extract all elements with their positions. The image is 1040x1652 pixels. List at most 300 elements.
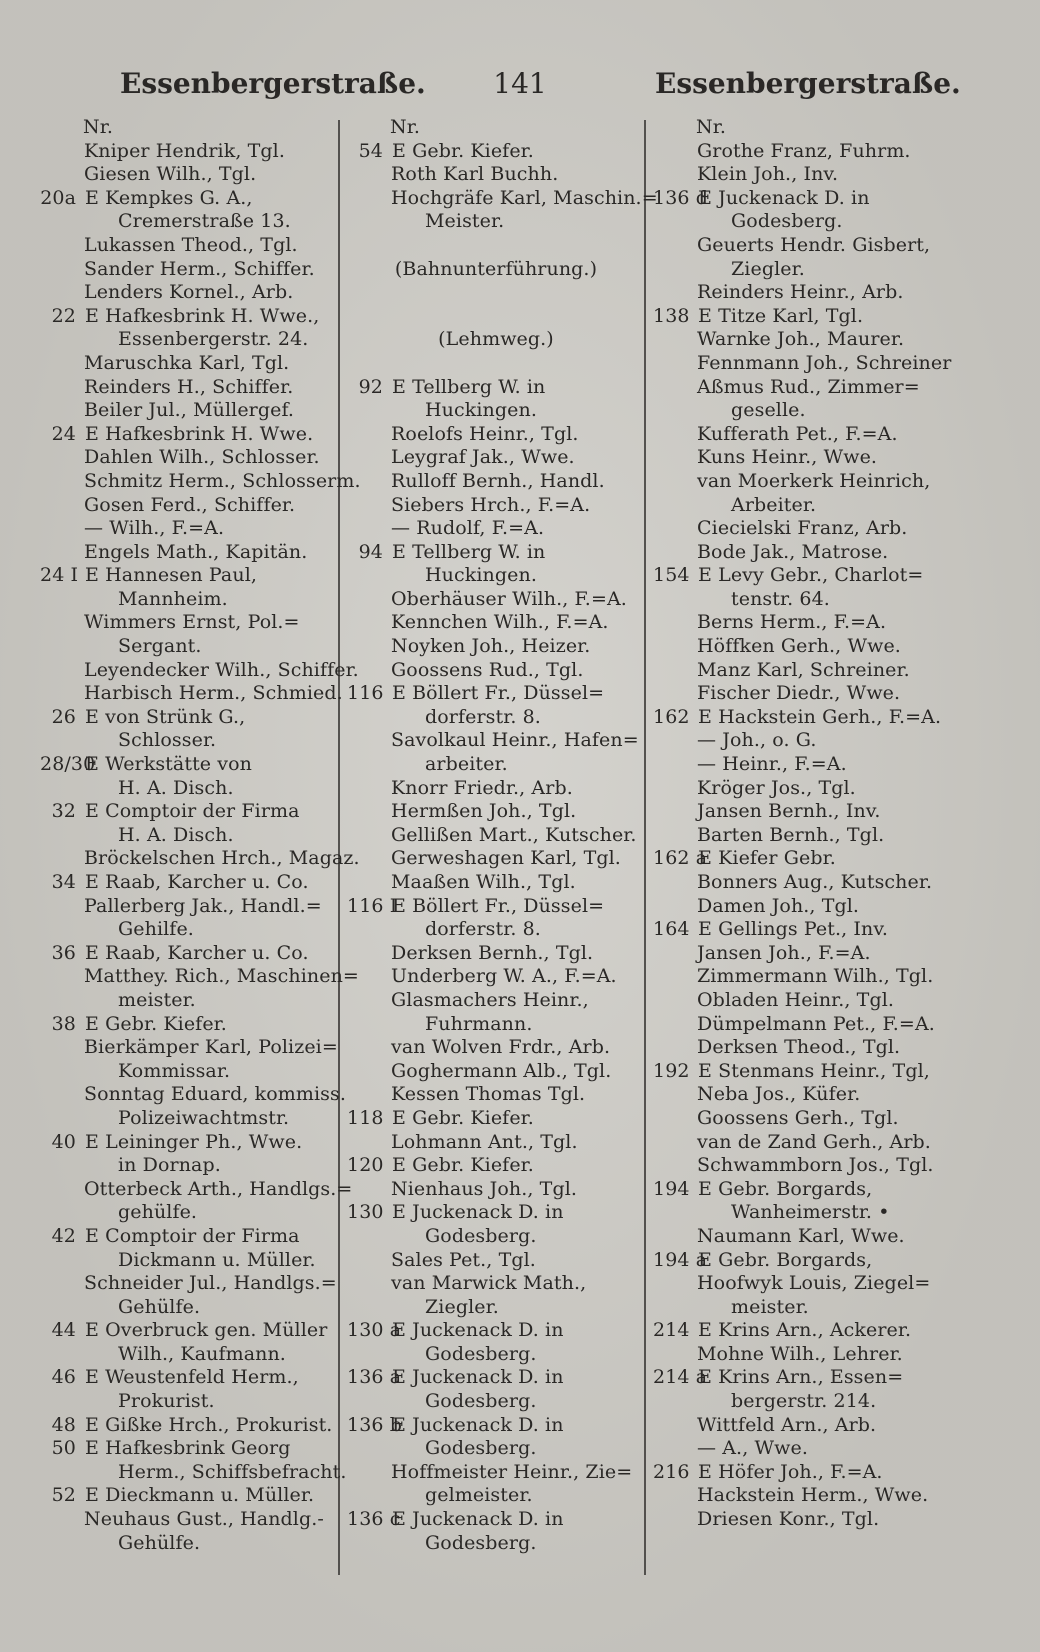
directory-line [653, 163, 948, 187]
directory-entry-text: E Leininger Ph., Wwe. [85, 1130, 303, 1153]
directory-entry-text: E Kiefer Gebr. [698, 847, 836, 870]
directory-line [40, 800, 340, 824]
house-number: 130 a [347, 1319, 402, 1342]
directory-entry-text: Ciecielski Franz, Arb. [697, 517, 908, 540]
directory-entry-text: Neuhaus Gust., Handlg.- [84, 1508, 324, 1531]
directory-line [653, 871, 948, 895]
directory-line [40, 1414, 340, 1438]
directory-entry-text: E Juckenack D. in [392, 1366, 564, 1389]
directory-line [40, 871, 340, 895]
directory-entry-text: Oberhäuser Wilh., F.=A. [391, 587, 627, 610]
directory-line [653, 611, 948, 635]
directory-entry-text: — Heinr., F.=A. [697, 753, 847, 776]
directory-line [653, 847, 948, 871]
directory-line [347, 1532, 645, 1556]
directory-line [347, 588, 645, 612]
directory-column-2 [347, 116, 658, 1555]
directory-entry-text: E Gebr. Borgards, [698, 1177, 873, 1200]
directory-entry-text: E Hafkesbrink H. Wwe., [85, 304, 320, 327]
directory-line [347, 234, 645, 258]
directory-line [653, 258, 948, 282]
directory-entry-text: van de Zand Gerh., Arb. [697, 1130, 931, 1153]
directory-line [347, 564, 645, 588]
directory-line [40, 1083, 347, 1107]
directory-entry-text: Harbisch Herm., Schmied. [84, 682, 343, 705]
directory-entry-text: E Juckenack D. in [698, 186, 870, 209]
directory-entry-text: bergerstr. 214. [731, 1390, 877, 1413]
directory-entry-text: Bröckelschen Hrch., Magaz. [84, 847, 360, 870]
house-number: 194 [653, 1177, 690, 1200]
directory-entry-text: Lohmann Ant., Tgl. [391, 1130, 578, 1153]
directory-line [653, 1107, 948, 1131]
directory-entry-text: van Moerkerk Heinrich, [697, 469, 931, 492]
directory-entry-text: Kniper Hendrik, Tgl. [84, 139, 285, 162]
directory-line [653, 777, 948, 801]
number-label: Nr. [390, 116, 420, 138]
house-number: 164 [653, 918, 690, 941]
directory-entry-text: E Tellberg W. in [392, 540, 546, 563]
directory-line [653, 1083, 948, 1107]
directory-line [653, 753, 948, 777]
directory-entry-text: — Rudolf, F.=A. [391, 517, 545, 540]
directory-line [347, 942, 645, 966]
house-number: 118 [347, 1106, 384, 1129]
directory-entry-text: Huckingen. [425, 399, 537, 422]
page-number: 141 [493, 67, 547, 100]
directory-line [40, 1177, 353, 1202]
directory-entry-text: Godesberg. [425, 1390, 537, 1413]
house-number: 162 [653, 705, 690, 728]
directory-line [40, 541, 340, 565]
directory-line [40, 1013, 340, 1037]
directory-line [653, 1272, 948, 1296]
directory-line [40, 281, 340, 305]
directory-entry-text: Ziegler. [731, 257, 805, 280]
house-number: 46 [51, 1366, 76, 1389]
directory-line [347, 1414, 645, 1438]
directory-line [347, 470, 645, 494]
directory-entry-text: Hackstein Herm., Wwe. [697, 1484, 929, 1507]
directory-line [40, 1272, 340, 1296]
directory-line [347, 918, 645, 942]
directory-line [653, 470, 948, 494]
directory-line [40, 210, 340, 234]
directory-line [40, 305, 340, 329]
directory-line [40, 895, 340, 919]
directory-line [347, 281, 645, 305]
house-number: 130 [347, 1201, 384, 1224]
house-number: 42 [51, 1224, 76, 1247]
directory-line [40, 1296, 340, 1320]
directory-entry-text: Sander Herm., Schiffer. [84, 257, 315, 280]
directory-entry-text: meister. [731, 1295, 809, 1318]
directory-line [347, 1390, 645, 1414]
directory-entry-text: E Krins Arn., Ackerer. [698, 1319, 912, 1342]
directory-line [347, 541, 645, 565]
directory-entry-text: E Gebr. Kiefer. [392, 1154, 534, 1177]
directory-line [653, 1249, 948, 1273]
directory-entry-text: Driesen Konr., Tgl. [697, 1508, 880, 1531]
directory-entry-text: E Juckenack D. in [392, 1201, 564, 1224]
directory-line [40, 446, 340, 470]
directory-line [653, 965, 948, 989]
directory-line [653, 1013, 948, 1037]
house-number: 116 I [347, 894, 398, 917]
directory-line [40, 494, 340, 518]
directory-line [653, 824, 948, 848]
directory-line [653, 1296, 948, 1320]
directory-line [653, 1131, 948, 1155]
directory-entry-text: Hermßen Joh., Tgl. [391, 800, 577, 823]
directory-entry-text: E Raab, Karcher u. Co. [85, 871, 309, 893]
house-number: 48 [51, 1413, 76, 1436]
directory-line [347, 258, 645, 282]
house-number: 136 c [347, 1508, 401, 1531]
directory-entry-text: Schwammborn Jos., Tgl. [697, 1154, 934, 1177]
directory-line [653, 918, 948, 942]
running-head-left: Essenbergerstraße. [120, 67, 426, 100]
directory-entry-text: Bode Jak., Matrose. [697, 540, 889, 563]
directory-entry-text: Siebers Hrch., F.=A. [391, 493, 591, 516]
directory-line [653, 1390, 948, 1414]
directory-line [653, 423, 948, 447]
directory-entry-text: Godesberg. [425, 1437, 537, 1460]
section-marker: (Lehmweg.) [438, 328, 554, 351]
house-number: 214 a [653, 1366, 708, 1389]
directory-entry-text: Geuerts Hendr. Gisbert, [697, 233, 931, 256]
directory-entry-text: Fischer Diedr., Wwe. [697, 682, 901, 705]
number-label: Nr. [696, 116, 726, 138]
directory-entry-text: Nienhaus Joh., Tgl. [391, 1177, 578, 1200]
directory-column-1 [40, 116, 361, 1555]
directory-line [347, 1225, 645, 1249]
directory-line [347, 965, 645, 989]
directory-line [40, 140, 340, 164]
house-number: 136 d [653, 186, 708, 209]
directory-entry-text: Huckingen. [425, 564, 537, 587]
directory-entry-text: Sonntag Eduard, kommiss. [84, 1083, 347, 1106]
directory-line [347, 1461, 645, 1485]
directory-line [653, 635, 948, 659]
directory-entry-text: Bonners Aug., Kutscher. [697, 871, 933, 893]
directory-entry-text: Beiler Jul., Müllergef. [84, 399, 295, 422]
directory-line [347, 163, 645, 187]
directory-entry-text: E Comptoir der Firma [85, 800, 300, 823]
directory-entry-text: — Wilh., F.=A. [84, 517, 225, 540]
directory-line [347, 1484, 645, 1508]
directory-line [347, 1366, 645, 1390]
directory-line [347, 1249, 645, 1273]
directory-entry-text: Kessen Thomas Tgl. [391, 1083, 586, 1106]
directory-line [653, 1319, 948, 1343]
directory-line [40, 777, 340, 801]
directory-line [40, 635, 340, 659]
directory-entry-text: E Gebr. Kiefer. [392, 1106, 534, 1129]
directory-line [653, 1414, 948, 1438]
directory-entry-text: dorferstr. 8. [425, 918, 541, 941]
directory-entry-text: E Kempkes G. A., [85, 186, 253, 209]
directory-line [653, 234, 948, 258]
directory-entry-text: Sergant. [118, 635, 202, 658]
directory-entry-text: Engels Math., Kapitän. [84, 540, 308, 563]
directory-line [40, 1131, 340, 1155]
directory-entry-text: E Weustenfeld Herm., [85, 1366, 299, 1389]
house-number: 154 [653, 564, 690, 587]
column-number-heading [653, 116, 948, 140]
directory-line [653, 446, 948, 470]
directory-line [347, 1272, 645, 1296]
directory-entry-text: Jansen Bernh., Inv. [697, 800, 881, 823]
directory-line [347, 328, 645, 352]
column-number-heading [347, 116, 645, 140]
directory-entry-text: E Gebr. Borgards, [698, 1248, 873, 1271]
directory-line [347, 635, 645, 659]
directory-line [40, 1390, 340, 1414]
directory-line [347, 1131, 645, 1155]
directory-line [653, 305, 948, 329]
directory-line [40, 1484, 340, 1508]
directory-entry-text: Wittfeld Arn., Arb. [697, 1413, 877, 1436]
directory-line [347, 847, 645, 871]
directory-line [653, 895, 948, 919]
directory-line [653, 187, 948, 211]
directory-entry-text: Gehilfe. [118, 918, 194, 941]
directory-entry-text: E Titze Karl, Tgl. [698, 304, 864, 327]
directory-line [347, 895, 645, 919]
directory-line [40, 942, 340, 966]
directory-line [40, 1060, 340, 1084]
directory-line [40, 423, 340, 447]
directory-entry-text: Goossens Rud., Tgl. [391, 658, 584, 681]
directory-entry-text: Aßmus Rud., Zimmer= [697, 375, 920, 398]
directory-line [40, 918, 340, 942]
house-number: 54 [358, 139, 383, 162]
directory-entry-text: Godesberg. [731, 210, 843, 233]
directory-entry-text: geselle. [731, 399, 806, 422]
directory-line [653, 706, 948, 730]
directory-entry-text: Dickmann u. Müller. [118, 1248, 316, 1271]
directory-entry-text: E Juckenack D. in [392, 1508, 564, 1531]
directory-line [653, 494, 948, 518]
directory-entry-text: Arbeiter. [731, 493, 817, 516]
directory-entry-text: Derksen Theod., Tgl. [697, 1036, 901, 1059]
directory-line [653, 1484, 948, 1508]
directory-entry-text: meister. [118, 988, 196, 1011]
directory-line [40, 1366, 340, 1390]
directory-line [347, 399, 645, 423]
directory-line [653, 682, 948, 706]
house-number: 22 [51, 304, 76, 327]
directory-entry-text: van Wolven Frdr., Arb. [391, 1036, 611, 1059]
directory-line [40, 753, 340, 777]
house-number: 214 [653, 1319, 690, 1342]
directory-entry-text: arbeiter. [425, 753, 508, 776]
directory-entry-text: Leyendecker Wilh., Schiffer. [84, 658, 359, 681]
directory-entry-text: Fennmann Joh., Schreiner [697, 351, 952, 374]
directory-line [653, 140, 948, 164]
directory-line [40, 1201, 340, 1225]
directory-line [653, 328, 948, 352]
directory-line [347, 1083, 645, 1107]
directory-line [40, 989, 340, 1013]
directory-entry-text: Essenbergerstr. 24. [118, 328, 309, 351]
directory-line [347, 611, 645, 635]
directory-entry-text: Lukassen Theod., Tgl. [84, 233, 298, 256]
directory-entry-text: Roth Karl Buchh. [391, 163, 559, 186]
house-number: 138 [653, 304, 690, 327]
directory-entry-text: E Tellberg W. in [392, 375, 546, 398]
directory-line [347, 423, 645, 447]
directory-entry-text: Sales Pet., Tgl. [391, 1248, 536, 1271]
house-number: 38 [51, 1012, 76, 1035]
directory-line [653, 729, 948, 753]
section-marker: (Bahnunterführung.) [394, 257, 598, 280]
directory-line [653, 210, 948, 234]
directory-entry-text: — A., Wwe. [697, 1437, 808, 1460]
house-number: 44 [51, 1319, 76, 1342]
directory-entry-text: Gerweshagen Karl, Tgl. [391, 847, 621, 870]
directory-line [653, 376, 948, 400]
house-number: 52 [51, 1484, 76, 1507]
directory-entry-text: Giesen Wilh., Tgl. [84, 163, 257, 186]
directory-line [653, 399, 948, 423]
directory-line [347, 706, 645, 730]
directory-entry-text: Hoffmeister Heinr., Zie= [391, 1460, 633, 1483]
directory-line [40, 1532, 340, 1556]
directory-line [347, 824, 645, 848]
directory-entry-text: Maaßen Wilh., Tgl. [391, 871, 576, 893]
directory-line [347, 1154, 645, 1178]
directory-line [347, 1060, 645, 1084]
directory-entry-text: E Hafkesbrink Georg [85, 1437, 291, 1460]
directory-line [347, 210, 645, 234]
house-number: 20a [40, 186, 76, 209]
directory-line [40, 1343, 340, 1367]
directory-entry-text: Kennchen Wilh., F.=A. [391, 611, 609, 634]
directory-entry-text: dorferstr. 8. [425, 705, 541, 728]
directory-entry-text: E Höfer Joh., F.=A. [698, 1460, 883, 1483]
directory-entry-text: Dümpelmann Pet., F.=A. [697, 1012, 935, 1035]
number-label: Nr. [83, 116, 113, 138]
directory-entry-text: E Hackstein Gerh., F.=A. [698, 705, 942, 728]
directory-entry-text: van Marwick Math., [391, 1272, 587, 1295]
directory-entry-text: Otterbeck Arth., Handlgs.= [84, 1177, 353, 1200]
directory-line [653, 1178, 948, 1202]
directory-line [653, 541, 948, 565]
directory-line [347, 1296, 645, 1320]
directory-line [653, 659, 948, 683]
directory-line [40, 163, 340, 187]
directory-entry-text: Goghermann Alb., Tgl. [391, 1059, 612, 1082]
house-number: 94 [358, 540, 383, 563]
directory-line [40, 965, 359, 989]
directory-line [347, 305, 645, 329]
directory-line [347, 777, 645, 801]
directory-line [40, 517, 340, 541]
house-number: 36 [51, 941, 76, 964]
running-head-right: Essenbergerstraße. [655, 67, 961, 100]
directory-entry-text: Reinders H., Schiffer. [84, 375, 294, 398]
directory-line [40, 1036, 340, 1060]
directory-line [653, 1366, 948, 1390]
directory-line [40, 1460, 347, 1485]
directory-entry-text: E Hannesen Paul, [85, 564, 258, 587]
directory-line [347, 989, 645, 1013]
directory-entry-text: Glasmachers Heinr., [391, 988, 589, 1011]
directory-line [347, 1437, 645, 1461]
directory-line [347, 1107, 645, 1131]
directory-line [40, 258, 340, 282]
directory-line [40, 469, 361, 494]
directory-line [653, 1437, 948, 1461]
directory-line [653, 1461, 948, 1485]
directory-entry-text: E von Strünk G., [85, 705, 246, 728]
house-number: 162 a [653, 847, 708, 870]
directory-line [347, 871, 645, 895]
directory-entry-text: E Juckenack D. in [392, 1413, 564, 1436]
directory-line [40, 1107, 340, 1131]
directory-line [40, 824, 340, 848]
directory-line [347, 352, 645, 376]
directory-line [347, 1508, 645, 1532]
directory-line [40, 658, 359, 683]
directory-line [653, 1201, 948, 1225]
directory-line [347, 729, 645, 753]
directory-entry-text: Neba Jos., Küfer. [697, 1083, 861, 1106]
directory-entry-text: Jansen Joh., F.=A. [697, 941, 871, 964]
directory-line [347, 800, 645, 824]
directory-entry-text: Bierkämper Karl, Polizei= [84, 1036, 338, 1059]
column-number-heading [40, 116, 340, 140]
directory-entry-text: Derksen Bernh., Tgl. [391, 941, 594, 964]
directory-entry-text: Noyken Joh., Heizer. [391, 635, 591, 658]
directory-line [40, 729, 340, 753]
directory-line [40, 1319, 340, 1343]
directory-entry-text: Warnke Joh., Maurer. [697, 328, 905, 351]
directory-entry-text: gelmeister. [425, 1484, 533, 1507]
directory-entry-text: Zimmermann Wilh., Tgl. [697, 965, 934, 988]
directory-line [653, 989, 948, 1013]
house-number: 24 I [40, 564, 79, 587]
house-number: 28/30 [40, 753, 96, 776]
directory-entry-text: Savolkaul Heinr., Hafen= [391, 729, 639, 752]
directory-line [653, 564, 948, 588]
directory-line [347, 1201, 645, 1225]
directory-entry-text: E Raab, Karcher u. Co. [85, 941, 309, 964]
directory-entry-text: E Böllert Fr., Düssel= [392, 894, 605, 917]
directory-entry-text: Fuhrmann. [425, 1012, 533, 1035]
directory-entry-text: E Levy Gebr., Charlot= [698, 564, 924, 587]
directory-entry-text: — Joh., o. G. [697, 729, 817, 752]
house-number: 116 [347, 682, 384, 705]
directory-line [653, 800, 948, 824]
directory-entry-text: E Werkstätte von [85, 753, 253, 776]
directory-entry-text: Mohne Wilh., Lehrer. [697, 1342, 903, 1365]
directory-entry-text: Kröger Jos., Tgl. [697, 776, 856, 799]
house-number: 92 [358, 375, 383, 398]
directory-line [40, 847, 360, 871]
directory-line [653, 1060, 948, 1084]
directory-entry-text: Rulloff Bernh., Handl. [391, 469, 605, 492]
directory-entry-text: Schlosser. [118, 729, 217, 752]
directory-line [40, 611, 340, 635]
directory-line [653, 1036, 948, 1060]
directory-entry-text: Gehülfe. [118, 1295, 201, 1318]
directory-line [40, 1154, 340, 1178]
directory-line [653, 351, 952, 376]
directory-entry-text: Höffken Gerh., Wwe. [697, 635, 901, 658]
directory-entry-text: Lenders Kornel., Arb. [84, 281, 294, 304]
